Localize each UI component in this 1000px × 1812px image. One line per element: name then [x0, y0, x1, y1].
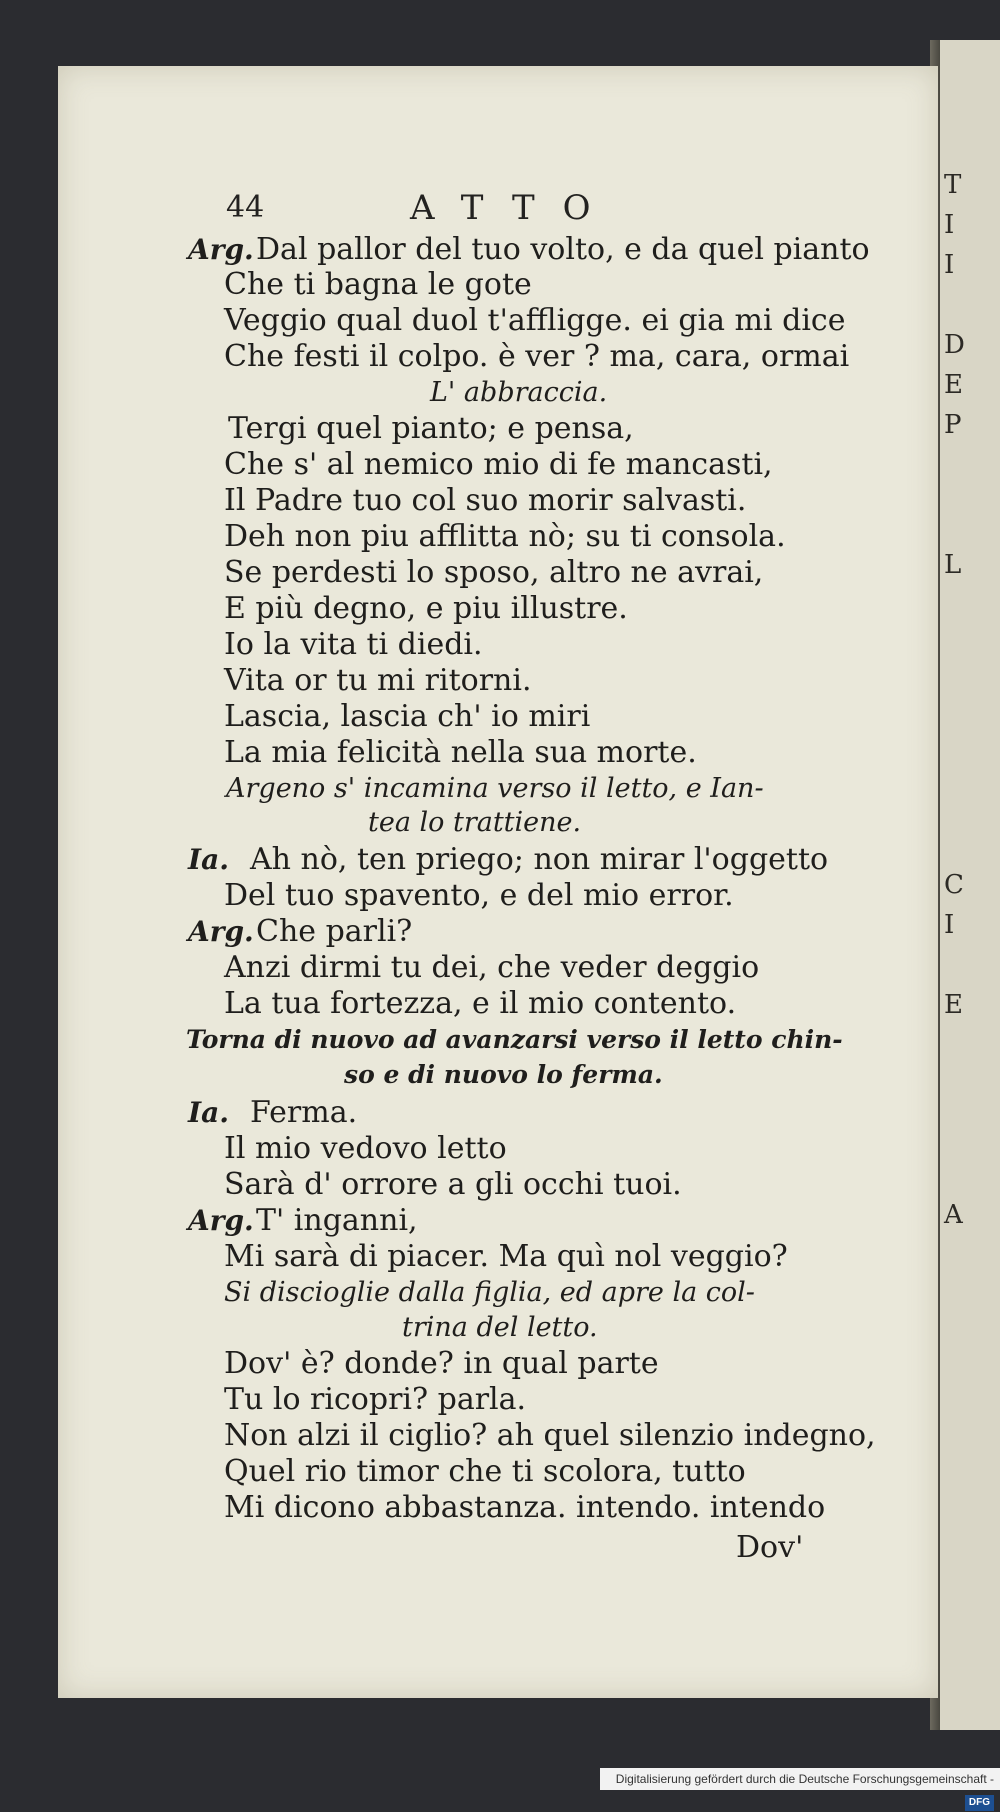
stage-direction: L' abbraccia. — [430, 377, 608, 408]
stage-direction: Si discioglie dalla figlia, ed apre la col- — [224, 1277, 755, 1308]
verse-line: Sarà d' orrore a gli occhi tuoi. — [224, 1167, 682, 1202]
verse-line: Io la vita ti diedi. — [224, 627, 483, 662]
act-title: ATTO — [410, 188, 619, 228]
verse-line: La mia felicità nella sua morte. — [224, 735, 697, 770]
speaker-label: Arg. — [188, 1204, 254, 1237]
verse-line: Anzi dirmi tu dei, che veder deggio — [224, 950, 760, 985]
verse-line: Quel rio timor che ti scolora, tutto — [224, 1454, 746, 1489]
verse-line: Deh non piu afflitta nò; su ti consola. — [224, 519, 786, 554]
verse-line: E più degno, e piu illustre. — [224, 591, 628, 626]
page-header — [0, 188, 1000, 234]
verse-line: La tua fortezza, e il mio contento. — [224, 986, 737, 1021]
verse-line: Mi sarà di piacer. Ma quì nol veggio? — [224, 1239, 788, 1274]
verse-line: Tu lo ricopri? parla. — [224, 1382, 527, 1417]
footer-credit: Digitalisierung gefördert durch die Deutsche Forschungsgemeinschaft - — [615, 1772, 994, 1786]
stage-direction: Argeno s' incamina verso il letto, e Ian- — [226, 773, 764, 804]
verse-line: Non alzi il ciglio? ah quel silenzio indegno, — [224, 1418, 876, 1453]
verse-line: Se perdesti lo sposo, altro ne avrai, — [224, 555, 764, 590]
verse-line: Lascia, lascia ch' io miri — [224, 699, 591, 734]
speaker-label: Arg. — [188, 915, 254, 948]
verse-line: Il mio vedovo letto — [224, 1131, 507, 1166]
verse-line: Che ti bagna le gote — [224, 267, 532, 302]
verse-line: Veggio qual duol t'affligge. ei gia mi dice — [224, 303, 846, 338]
speaker-label: Ia. — [188, 1096, 229, 1129]
verse-line: Del tuo spavento, e del mio error. — [224, 878, 734, 913]
stage-direction: trina del letto. — [402, 1312, 598, 1343]
digitization-footer — [600, 1768, 1000, 1808]
verse-line: T' inganni, — [256, 1203, 418, 1238]
verse-line: Ferma. — [250, 1095, 358, 1130]
speaker-label: Ia. — [188, 843, 229, 876]
verse-line: Tergi quel pianto; e pensa, — [228, 411, 634, 446]
verse-line: Che s' al nemico mio di fe mancasti, — [224, 447, 773, 482]
verse-line: Dal pallor del tuo volto, e da quel pianto — [256, 232, 870, 267]
stage-direction: Torna di nuovo ad avanzarsi verso il letto chin- — [186, 1025, 843, 1054]
facing-page-edge: T I I D E P L C I E A — [940, 40, 1000, 1730]
verse-line: Vita or tu mi ritorni. — [224, 663, 532, 698]
verse-line: Che parli? — [256, 914, 413, 949]
verse-line: Dov' è? donde? in qual parte — [224, 1346, 659, 1381]
speaker-label: Arg. — [188, 233, 254, 266]
verse-line: Mi dicono abbastanza. intendo. intendo — [224, 1490, 826, 1525]
page-number: 44 — [226, 190, 265, 225]
verse-line: Che festi il colpo. è ver ? ma, cara, ormai — [224, 339, 850, 374]
verse-line: Ah nò, ten priego; non mirar l'oggetto — [250, 842, 829, 877]
verse-line: Il Padre tuo col suo morir salvasti. — [224, 483, 747, 518]
stage-direction: tea lo trattiene. — [368, 807, 582, 838]
dfg-logo: DFG — [965, 1795, 994, 1811]
catchword: Dov' — [736, 1530, 804, 1565]
stage-direction: so e di nuovo lo ferma. — [344, 1060, 663, 1089]
